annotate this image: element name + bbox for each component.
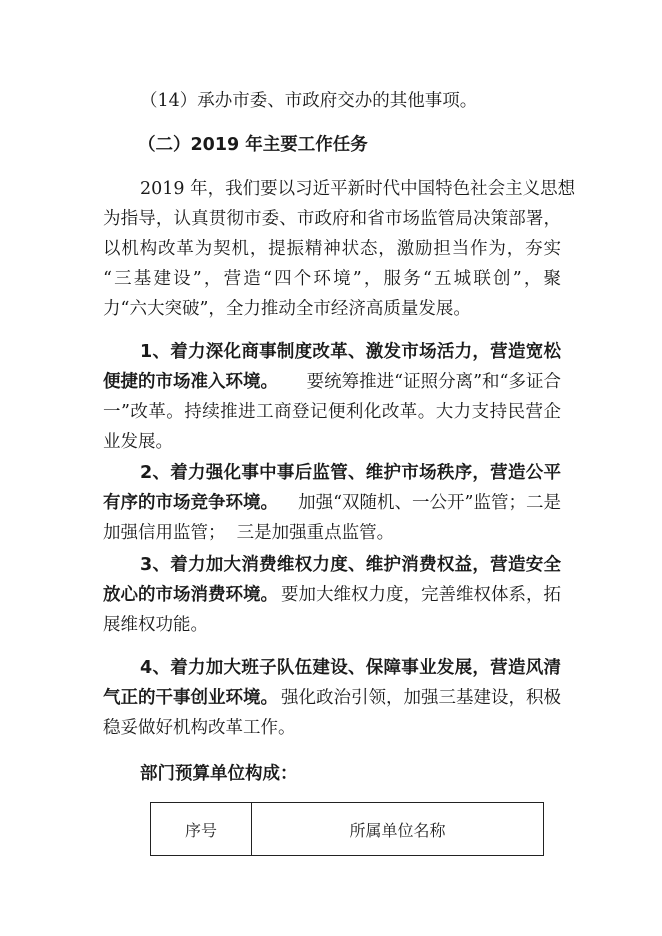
section-2-heading: （二）2019 年主要工作任务 bbox=[138, 135, 368, 155]
task-1-title: 1、着力深化商事制度改革、激发市场活力，营造宽松 bbox=[140, 342, 561, 362]
task-4-text: 稳妥做好机构改革工作。 bbox=[103, 718, 296, 738]
task-3-text: 展维权功能。 bbox=[103, 615, 208, 635]
intro-line: 力“六大突破”，全力推动全市经济高质量发展。 bbox=[103, 299, 471, 319]
task-3-title: 3、着力加大消费维权力度、维护消费权益，营造安全 bbox=[140, 555, 561, 575]
task-3-line bbox=[103, 584, 561, 606]
intro-line: “三基建设”，营造“四个环境”，服务“五城联创”，聚 bbox=[103, 269, 561, 289]
task-1-text: 业发展。 bbox=[103, 432, 173, 452]
budget-units-table bbox=[150, 802, 544, 856]
task-4-title-end: 气正的干事创业环境。 bbox=[103, 688, 278, 708]
column-header-no: 序号 bbox=[151, 803, 252, 856]
task-4-text: 强化政治引领，加强三基建设，积极 bbox=[281, 688, 561, 708]
item-14-text: （14）承办市委、市政府交办的其他事项。 bbox=[140, 91, 478, 111]
task-2-text: 加强“双随机、一公开”监管；二是 bbox=[298, 493, 561, 513]
task-3-text: 要加大维权力度，完善维权体系，拓 bbox=[281, 585, 561, 605]
table-header-row bbox=[151, 803, 544, 856]
column-header-unit-name: 所属单位名称 bbox=[252, 803, 544, 856]
intro-line: 2019 年，我们要以习近平新时代中国特色社会主义思想 bbox=[140, 179, 576, 199]
task-3-title-end: 放心的市场消费环境。 bbox=[103, 585, 278, 605]
intro-line: 为指导，认真贯彻市委、市政府和省市场监管局决策部署， bbox=[103, 209, 561, 229]
task-4-title: 4、着力加大班子队伍建设、保障事业发展，营造风清 bbox=[140, 658, 561, 678]
task-1-text: 一”改革。持续推进工商登记便利化改革。大力支持民营企 bbox=[103, 402, 561, 422]
task-2-text: 加强信用监管； 三是加强重点监管。 bbox=[103, 523, 395, 543]
task-2-title-end: 有序的市场竞争环境。 bbox=[103, 493, 278, 513]
task-2-title: 2、着力强化事中事后监管、维护市场秩序，营造公平 bbox=[140, 463, 561, 483]
task-1-title-end: 便捷的市场准入环境。 bbox=[103, 372, 278, 392]
task-4-line bbox=[103, 687, 561, 709]
task-1-line bbox=[103, 371, 561, 393]
intro-line: 以机构改革为契机，提振精神状态，激励担当作为，夯实 bbox=[103, 239, 561, 259]
task-1-text: 要统筹推进“证照分离”和“多证合 bbox=[306, 372, 561, 392]
task-2-line bbox=[103, 492, 561, 514]
units-heading: 部门预算单位构成： bbox=[140, 764, 298, 784]
